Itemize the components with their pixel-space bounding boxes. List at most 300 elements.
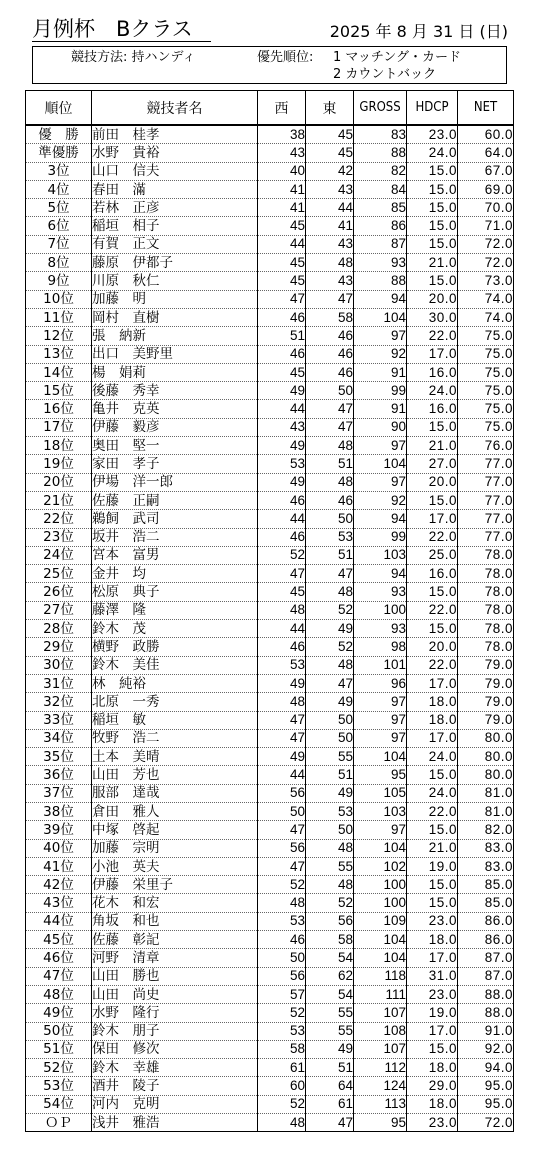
cell-net: 74.0 — [458, 308, 514, 326]
cell-gross: 84 — [354, 180, 407, 198]
cell-east: 43 — [306, 272, 354, 290]
cell-rank: 52位 — [26, 1059, 92, 1077]
cell-west: 49 — [258, 473, 306, 491]
table-row — [26, 217, 514, 235]
cell-hdcp: 24.0 — [407, 382, 458, 400]
cell-west: 45 — [258, 254, 306, 272]
cell-name: 有賀 正文 — [92, 235, 258, 253]
cell-east: 52 — [306, 638, 354, 656]
cell-hdcp: 18.0 — [407, 693, 458, 711]
cell-west: 48 — [258, 601, 306, 619]
cell-hdcp: 15.0 — [407, 894, 458, 912]
cell-rank: 13位 — [26, 345, 92, 363]
cell-west: 49 — [258, 382, 306, 400]
cell-rank: 9位 — [26, 272, 92, 290]
cell-rank: 45位 — [26, 931, 92, 949]
cell-rank: 27位 — [26, 601, 92, 619]
cell-name: 金井 均 — [92, 565, 258, 583]
cell-gross: 85 — [354, 199, 407, 217]
cell-west: 47 — [258, 290, 306, 308]
table-row — [26, 857, 514, 875]
table-row — [26, 1040, 514, 1058]
cell-net: 81.0 — [458, 802, 514, 820]
cell-net: 73.0 — [458, 272, 514, 290]
table-row — [26, 638, 514, 656]
cell-gross: 95 — [354, 766, 407, 784]
cell-name: 春田 滿 — [92, 180, 258, 198]
table-row — [26, 290, 514, 308]
cell-west: 48 — [258, 1114, 306, 1132]
cell-name: 浅井 雅浩 — [92, 1114, 258, 1132]
cell-hdcp: 17.0 — [407, 674, 458, 692]
cell-rank: ＯＰ — [26, 1114, 92, 1132]
cell-gross: 96 — [354, 674, 407, 692]
cell-hdcp: 16.0 — [407, 565, 458, 583]
cell-east: 48 — [306, 254, 354, 272]
cell-gross: 109 — [354, 912, 407, 930]
cell-hdcp: 29.0 — [407, 1077, 458, 1095]
cell-east: 49 — [306, 693, 354, 711]
column-header-net: NET — [458, 91, 514, 126]
cell-east: 44 — [306, 199, 354, 217]
table-row — [26, 345, 514, 363]
cell-east: 50 — [306, 510, 354, 528]
cell-west: 46 — [258, 638, 306, 656]
cell-east: 48 — [306, 839, 354, 857]
cell-west: 43 — [258, 418, 306, 436]
cell-rank: 40位 — [26, 839, 92, 857]
cell-rank: 21位 — [26, 491, 92, 509]
table-row — [26, 912, 514, 930]
cell-rank: 4位 — [26, 180, 92, 198]
cell-name: 奥田 堅一 — [92, 437, 258, 455]
table-row — [26, 199, 514, 217]
cell-east: 50 — [306, 821, 354, 839]
cell-east: 56 — [306, 912, 354, 930]
cell-name: 横野 政勝 — [92, 638, 258, 656]
cell-rank: 50位 — [26, 1022, 92, 1040]
priority-item-1: 1 マッチング・カード — [333, 50, 461, 65]
cell-gross: 104 — [354, 931, 407, 949]
cell-rank: 48位 — [26, 985, 92, 1003]
cell-east: 53 — [306, 528, 354, 546]
cell-hdcp: 23.0 — [407, 125, 458, 144]
cell-rank: 30位 — [26, 656, 92, 674]
cell-net: 70.0 — [458, 199, 514, 217]
cell-net: 77.0 — [458, 473, 514, 491]
cell-west: 44 — [258, 620, 306, 638]
cell-net: 82.0 — [458, 821, 514, 839]
table-row — [26, 894, 514, 912]
cell-net: 75.0 — [458, 363, 514, 381]
cell-gross: 97 — [354, 327, 407, 345]
cell-west: 51 — [258, 327, 306, 345]
table-row — [26, 327, 514, 345]
table-row — [26, 967, 514, 985]
cell-west: 60 — [258, 1077, 306, 1095]
table-row — [26, 620, 514, 638]
cell-rank: 44位 — [26, 912, 92, 930]
cell-net: 79.0 — [458, 674, 514, 692]
cell-net: 78.0 — [458, 638, 514, 656]
cell-rank: 22位 — [26, 510, 92, 528]
cell-west: 47 — [258, 821, 306, 839]
cell-net: 78.0 — [458, 565, 514, 583]
cell-name: 服部 達哉 — [92, 784, 258, 802]
cell-gross: 86 — [354, 217, 407, 235]
table-row — [26, 1077, 514, 1095]
cell-gross: 124 — [354, 1077, 407, 1095]
cell-net: 87.0 — [458, 949, 514, 967]
column-header-rank: 順位 — [26, 91, 92, 126]
cell-hdcp: 15.0 — [407, 199, 458, 217]
cell-name: 伊藤 栄里子 — [92, 876, 258, 894]
cell-name: 鵜飼 武司 — [92, 510, 258, 528]
cell-gross: 107 — [354, 1004, 407, 1022]
cell-net: 95.0 — [458, 1095, 514, 1113]
cell-gross: 97 — [354, 821, 407, 839]
cell-hdcp: 30.0 — [407, 308, 458, 326]
cell-rank: 25位 — [26, 565, 92, 583]
cell-east: 43 — [306, 235, 354, 253]
cell-rank: 39位 — [26, 821, 92, 839]
cell-hdcp: 15.0 — [407, 272, 458, 290]
cell-gross: 98 — [354, 638, 407, 656]
cell-gross: 93 — [354, 254, 407, 272]
cell-east: 48 — [306, 583, 354, 601]
cell-hdcp: 27.0 — [407, 455, 458, 473]
table-row — [26, 1095, 514, 1113]
cell-rank: 38位 — [26, 802, 92, 820]
cell-gross: 94 — [354, 510, 407, 528]
cell-west: 40 — [258, 162, 306, 180]
cell-east: 46 — [306, 491, 354, 509]
cell-hdcp: 21.0 — [407, 437, 458, 455]
cell-hdcp: 22.0 — [407, 656, 458, 674]
table-row — [26, 546, 514, 564]
cell-net: 92.0 — [458, 1040, 514, 1058]
cell-west: 41 — [258, 180, 306, 198]
competition-method: 競技方法: 持ハンディ — [71, 50, 196, 65]
cell-name: 加藤 宗明 — [92, 839, 258, 857]
cell-hdcp: 18.0 — [407, 711, 458, 729]
cell-gross: 104 — [354, 455, 407, 473]
cell-name: 前田 桂孝 — [92, 125, 258, 144]
cell-net: 79.0 — [458, 711, 514, 729]
cell-east: 62 — [306, 967, 354, 985]
cell-rank: 26位 — [26, 583, 92, 601]
cell-gross: 105 — [354, 784, 407, 802]
cell-gross: 97 — [354, 693, 407, 711]
cell-net: 72.0 — [458, 254, 514, 272]
cell-east: 46 — [306, 363, 354, 381]
cell-east: 49 — [306, 784, 354, 802]
cell-hdcp: 25.0 — [407, 546, 458, 564]
cell-hdcp: 18.0 — [407, 931, 458, 949]
cell-name: 小池 英夫 — [92, 857, 258, 875]
table-row — [26, 144, 514, 162]
cell-east: 48 — [306, 473, 354, 491]
cell-west: 45 — [258, 272, 306, 290]
cell-rank: 34位 — [26, 729, 92, 747]
cell-gross: 113 — [354, 1095, 407, 1113]
cell-west: 46 — [258, 345, 306, 363]
cell-east: 47 — [306, 418, 354, 436]
cell-east: 55 — [306, 1004, 354, 1022]
cell-gross: 100 — [354, 601, 407, 619]
results-body — [26, 125, 514, 1132]
cell-rank: 19位 — [26, 455, 92, 473]
cell-name: 水野 隆行 — [92, 1004, 258, 1022]
cell-name: 川原 秋仁 — [92, 272, 258, 290]
table-row — [26, 125, 514, 144]
cell-net: 85.0 — [458, 894, 514, 912]
cell-name: 河内 克明 — [92, 1095, 258, 1113]
cell-net: 75.0 — [458, 400, 514, 418]
cell-rank: 24位 — [26, 546, 92, 564]
cell-rank: 優 勝 — [26, 125, 92, 144]
cell-hdcp: 20.0 — [407, 473, 458, 491]
table-row — [26, 254, 514, 272]
cell-name: 山田 芳也 — [92, 766, 258, 784]
table-header-row — [26, 91, 514, 126]
cell-west: 46 — [258, 931, 306, 949]
cell-rank: 12位 — [26, 327, 92, 345]
cell-rank: 15位 — [26, 382, 92, 400]
cell-west: 46 — [258, 528, 306, 546]
cell-east: 50 — [306, 382, 354, 400]
cell-rank: 10位 — [26, 290, 92, 308]
cell-east: 42 — [306, 162, 354, 180]
cell-west: 57 — [258, 985, 306, 1003]
cell-west: 44 — [258, 510, 306, 528]
cell-gross: 100 — [354, 894, 407, 912]
cell-net: 64.0 — [458, 144, 514, 162]
cell-net: 83.0 — [458, 857, 514, 875]
cell-net: 86.0 — [458, 912, 514, 930]
cell-rank: 49位 — [26, 1004, 92, 1022]
table-row — [26, 437, 514, 455]
cell-hdcp: 22.0 — [407, 802, 458, 820]
cell-gross: 88 — [354, 144, 407, 162]
cell-west: 49 — [258, 674, 306, 692]
cell-hdcp: 17.0 — [407, 1022, 458, 1040]
cell-gross: 108 — [354, 1022, 407, 1040]
cell-name: 加藤 明 — [92, 290, 258, 308]
cell-west: 48 — [258, 894, 306, 912]
cell-rank: 11位 — [26, 308, 92, 326]
priority-item-2: 2 カウントバック — [333, 67, 437, 82]
page-title: 月例杯 Bクラス — [32, 17, 211, 42]
column-header-name: 競技者名 — [92, 91, 258, 126]
cell-gross: 92 — [354, 345, 407, 363]
cell-hdcp: 17.0 — [407, 729, 458, 747]
table-row — [26, 162, 514, 180]
table-row — [26, 601, 514, 619]
cell-name: 牧野 浩二 — [92, 729, 258, 747]
cell-east: 61 — [306, 1095, 354, 1113]
cell-hdcp: 15.0 — [407, 180, 458, 198]
cell-rank: 16位 — [26, 400, 92, 418]
cell-hdcp: 15.0 — [407, 418, 458, 436]
cell-east: 46 — [306, 345, 354, 363]
cell-west: 56 — [258, 967, 306, 985]
table-row — [26, 1059, 514, 1077]
cell-net: 71.0 — [458, 217, 514, 235]
cell-gross: 93 — [354, 583, 407, 601]
table-row — [26, 272, 514, 290]
cell-east: 47 — [306, 400, 354, 418]
cell-name: 鈴木 美佳 — [92, 656, 258, 674]
cell-net: 72.0 — [458, 235, 514, 253]
cell-east: 49 — [306, 1040, 354, 1058]
cell-net: 80.0 — [458, 748, 514, 766]
cell-west: 46 — [258, 308, 306, 326]
priority-label: 優先順位: — [257, 50, 314, 65]
cell-hdcp: 15.0 — [407, 766, 458, 784]
table-row — [26, 565, 514, 583]
cell-hdcp: 15.0 — [407, 876, 458, 894]
cell-rank: 28位 — [26, 620, 92, 638]
cell-east: 58 — [306, 931, 354, 949]
cell-hdcp: 19.0 — [407, 1004, 458, 1022]
table-row — [26, 784, 514, 802]
column-header-east: 東 — [306, 91, 354, 126]
cell-rank: 41位 — [26, 857, 92, 875]
table-row — [26, 510, 514, 528]
cell-net: 78.0 — [458, 620, 514, 638]
cell-gross: 104 — [354, 949, 407, 967]
cell-rank: 20位 — [26, 473, 92, 491]
table-row — [26, 1114, 514, 1132]
cell-net: 79.0 — [458, 656, 514, 674]
cell-net: 79.0 — [458, 693, 514, 711]
cell-net: 95.0 — [458, 1077, 514, 1095]
cell-east: 47 — [306, 674, 354, 692]
cell-net: 80.0 — [458, 729, 514, 747]
cell-gross: 88 — [354, 272, 407, 290]
cell-west: 58 — [258, 1040, 306, 1058]
cell-east: 64 — [306, 1077, 354, 1095]
cell-hdcp: 23.0 — [407, 1114, 458, 1132]
cell-name: 保田 修次 — [92, 1040, 258, 1058]
cell-name: 鈴木 幸雄 — [92, 1059, 258, 1077]
cell-east: 43 — [306, 180, 354, 198]
cell-west: 47 — [258, 857, 306, 875]
column-header-hdcp: HDCP — [407, 91, 458, 126]
cell-east: 45 — [306, 125, 354, 144]
table-row — [26, 711, 514, 729]
cell-rank: 37位 — [26, 784, 92, 802]
cell-west: 53 — [258, 656, 306, 674]
cell-net: 81.0 — [458, 784, 514, 802]
cell-east: 51 — [306, 1059, 354, 1077]
cell-rank: 18位 — [26, 437, 92, 455]
cell-gross: 94 — [354, 290, 407, 308]
cell-name: 林 純裕 — [92, 674, 258, 692]
cell-east: 48 — [306, 656, 354, 674]
cell-west: 50 — [258, 802, 306, 820]
cell-west: 52 — [258, 546, 306, 564]
cell-rank: 14位 — [26, 363, 92, 381]
cell-west: 53 — [258, 1022, 306, 1040]
cell-hdcp: 22.0 — [407, 327, 458, 345]
cell-east: 52 — [306, 894, 354, 912]
cell-gross: 97 — [354, 437, 407, 455]
cell-gross: 82 — [354, 162, 407, 180]
cell-west: 50 — [258, 949, 306, 967]
cell-west: 61 — [258, 1059, 306, 1077]
page-header — [0, 0, 540, 46]
cell-gross: 104 — [354, 839, 407, 857]
cell-net: 88.0 — [458, 985, 514, 1003]
cell-west: 53 — [258, 455, 306, 473]
cell-gross: 95 — [354, 1114, 407, 1132]
cell-gross: 101 — [354, 656, 407, 674]
competition-info-box — [32, 46, 507, 84]
cell-name: 角坂 和也 — [92, 912, 258, 930]
cell-gross: 83 — [354, 125, 407, 144]
cell-gross: 104 — [354, 748, 407, 766]
cell-east: 55 — [306, 857, 354, 875]
cell-gross: 112 — [354, 1059, 407, 1077]
table-row — [26, 729, 514, 747]
cell-east: 47 — [306, 565, 354, 583]
cell-name: 山口 信夫 — [92, 162, 258, 180]
cell-net: 91.0 — [458, 1022, 514, 1040]
table-row — [26, 455, 514, 473]
cell-rank: 47位 — [26, 967, 92, 985]
cell-net: 94.0 — [458, 1059, 514, 1077]
table-row — [26, 876, 514, 894]
cell-net: 74.0 — [458, 290, 514, 308]
cell-net: 75.0 — [458, 327, 514, 345]
cell-east: 55 — [306, 748, 354, 766]
cell-east: 49 — [306, 620, 354, 638]
cell-name: 鈴木 茂 — [92, 620, 258, 638]
cell-name: 松原 典子 — [92, 583, 258, 601]
cell-net: 75.0 — [458, 345, 514, 363]
table-row — [26, 418, 514, 436]
cell-east: 48 — [306, 876, 354, 894]
cell-gross: 92 — [354, 491, 407, 509]
cell-name: 藤原 伊都子 — [92, 254, 258, 272]
cell-gross: 103 — [354, 546, 407, 564]
cell-hdcp: 22.0 — [407, 601, 458, 619]
cell-hdcp: 18.0 — [407, 1059, 458, 1077]
table-row — [26, 693, 514, 711]
cell-name: 家田 孝子 — [92, 455, 258, 473]
cell-name: 酒井 陵子 — [92, 1077, 258, 1095]
cell-name: 稲垣 敏 — [92, 711, 258, 729]
table-row — [26, 1022, 514, 1040]
cell-gross: 102 — [354, 857, 407, 875]
cell-west: 44 — [258, 235, 306, 253]
cell-net: 67.0 — [458, 162, 514, 180]
cell-east: 47 — [306, 1114, 354, 1132]
cell-gross: 104 — [354, 308, 407, 326]
cell-name: 藤澤 隆 — [92, 601, 258, 619]
cell-hdcp: 18.0 — [407, 1095, 458, 1113]
cell-name: 土本 美晴 — [92, 748, 258, 766]
cell-west: 43 — [258, 144, 306, 162]
table-row — [26, 674, 514, 692]
cell-east: 52 — [306, 601, 354, 619]
cell-gross: 97 — [354, 711, 407, 729]
cell-name: 若林 正彦 — [92, 199, 258, 217]
results-table — [25, 90, 514, 1132]
table-row — [26, 180, 514, 198]
